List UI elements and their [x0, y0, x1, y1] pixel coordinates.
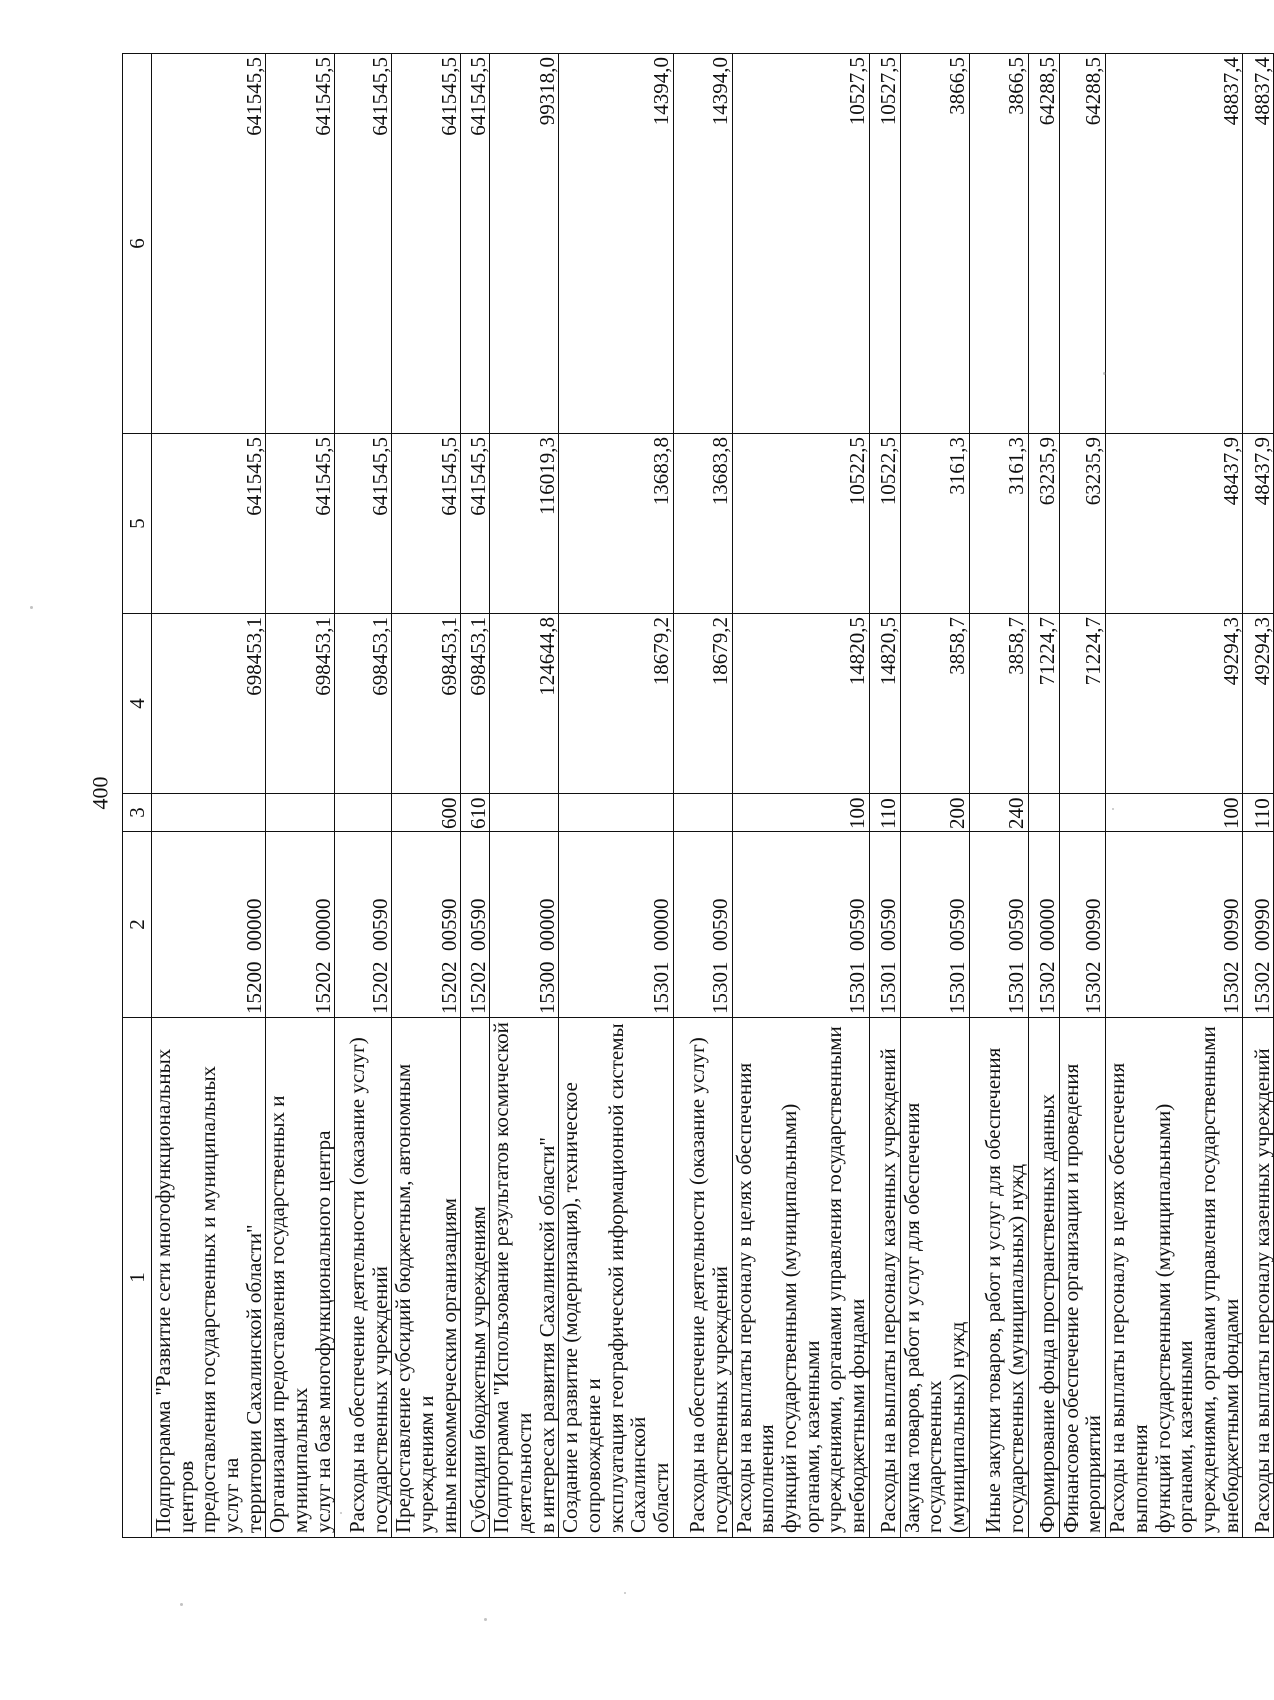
row-value-col4: 14820,5 — [869, 614, 900, 794]
table-row — [490, 54, 559, 1538]
row-expense-type — [1028, 794, 1059, 832]
row-value-col4: 71224,7 — [1028, 614, 1059, 794]
row-value-col4: 698453,1 — [392, 614, 461, 794]
row-expense-type: 110 — [869, 794, 900, 832]
row-code: 15301 00590 — [969, 832, 1028, 1018]
header-column-3: 3 — [123, 794, 152, 832]
row-value-col6: 48837,4 — [1243, 54, 1274, 434]
row-value-col6: 10527,5 — [869, 54, 900, 434]
row-expense-type — [673, 794, 732, 832]
row-expense-type: 240 — [969, 794, 1028, 832]
header-row — [123, 54, 152, 1538]
row-expense-type: 610 — [461, 794, 490, 832]
row-code: 15301 00590 — [869, 832, 900, 1018]
row-name: Создание и развитие (модернизация), техническое сопровождение и эксплуатация географической информационной системы Сахалинской области — [559, 1018, 673, 1538]
row-value-col6: 64288,5 — [1028, 54, 1059, 434]
row-name: Подпрограмма "Использование результатов космической деятельности в интересах развития Сахалинской области" — [490, 1018, 559, 1538]
row-expense-type: 600 — [392, 794, 461, 832]
row-value-col5: 63235,9 — [1059, 434, 1105, 614]
row-value-col5: 3161,3 — [900, 434, 969, 614]
row-name: Субсидии бюджетным учреждениям — [461, 1018, 490, 1538]
row-value-col6: 48837,4 — [1106, 54, 1243, 434]
scan-speck — [340, 1512, 342, 1514]
header-column-6: 6 — [123, 54, 152, 434]
row-value-col6: 14394,0 — [559, 54, 673, 434]
row-code: 15200 00000 — [152, 832, 266, 1018]
row-name: Предоставление субсидий бюджетным, автономным учреждениям и иным некоммерческим организациям — [392, 1018, 461, 1538]
row-name: Закупка товаров, работ и услуг для обеспечения государственных (муниципальных) нужд — [900, 1018, 969, 1538]
row-value-col6: 3866,5 — [969, 54, 1028, 434]
table-row — [266, 54, 335, 1538]
scan-speck — [180, 1603, 183, 1606]
table-row — [559, 54, 673, 1538]
row-code: 15302 00990 — [1059, 832, 1105, 1018]
row-code: 15301 00590 — [732, 832, 869, 1018]
table-row — [969, 54, 1028, 1538]
row-value-col6: 14394,0 — [673, 54, 732, 434]
row-value-col5: 48437,9 — [1243, 434, 1274, 614]
row-code: 15301 00590 — [900, 832, 969, 1018]
row-value-col6: 10527,5 — [732, 54, 869, 434]
row-value-col6: 641545,5 — [335, 54, 392, 434]
row-code: 15202 00590 — [335, 832, 392, 1018]
row-value-col6: 641545,5 — [392, 54, 461, 434]
row-name: Иные закупки товаров, работ и услуг для обеспечения государственных (муниципальных) нужд — [969, 1018, 1028, 1538]
row-value-col5: 13683,8 — [559, 434, 673, 614]
header-column-4: 4 — [123, 614, 152, 794]
table-row — [1028, 54, 1059, 1538]
row-value-col5: 10522,5 — [869, 434, 900, 614]
row-value-col5: 641545,5 — [461, 434, 490, 614]
row-value-col5: 116019,3 — [490, 434, 559, 614]
row-value-col4: 3858,7 — [969, 614, 1028, 794]
scan-speck — [1103, 372, 1106, 375]
scan-speck — [1112, 808, 1114, 810]
budget-table-body — [152, 54, 1274, 1538]
header-column-1: 1 — [123, 1018, 152, 1538]
row-value-col6: 64288,5 — [1059, 54, 1105, 434]
row-name: Подпрограмма "Развитие сети многофункциональных центров предоставления государственных и муниципальных услуг на территории Сахалинской области" — [152, 1018, 266, 1538]
table-row — [673, 54, 732, 1538]
scan-speck — [484, 1618, 487, 1621]
row-name: Расходы на выплаты персоналу казенных учреждений — [869, 1018, 900, 1538]
row-value-col4: 124644,8 — [490, 614, 559, 794]
table-row — [1243, 54, 1274, 1538]
row-expense-type: 100 — [1106, 794, 1243, 832]
table-row — [335, 54, 392, 1538]
table-row — [1059, 54, 1105, 1538]
row-expense-type — [335, 794, 392, 832]
row-code: 15202 00000 — [266, 832, 335, 1018]
row-expense-type — [1059, 794, 1105, 832]
row-expense-type — [559, 794, 673, 832]
header-column-5: 5 — [123, 434, 152, 614]
row-value-col6: 99318,0 — [490, 54, 559, 434]
row-expense-type — [266, 794, 335, 832]
row-name: Расходы на обеспечение деятельности (оказание услуг) государственных учреждений — [673, 1018, 732, 1538]
row-code: 15301 00590 — [673, 832, 732, 1018]
row-expense-type: 110 — [1243, 794, 1274, 832]
row-expense-type — [152, 794, 266, 832]
row-name: Расходы на выплаты персоналу в целях обеспечения выполнения функций государственными (муниципальными) органами, казенными учреждениями, органами управления государственными внебюджетными фондами — [1106, 1018, 1243, 1538]
page-number: 400 — [87, 776, 113, 810]
row-value-col4: 49294,3 — [1106, 614, 1243, 794]
row-value-col4: 698453,1 — [266, 614, 335, 794]
row-value-col5: 641545,5 — [335, 434, 392, 614]
row-value-col4: 18679,2 — [559, 614, 673, 794]
row-code: 15300 00000 — [490, 832, 559, 1018]
row-code: 15202 00590 — [461, 832, 490, 1018]
row-value-col4: 71224,7 — [1059, 614, 1105, 794]
table-row — [900, 54, 969, 1538]
table-row — [392, 54, 461, 1538]
row-name: Организация предоставления государственных и муниципальных услуг на базе многофункционального центра — [266, 1018, 335, 1538]
row-value-col4: 698453,1 — [335, 614, 392, 794]
row-value-col4: 698453,1 — [461, 614, 490, 794]
row-value-col4: 18679,2 — [673, 614, 732, 794]
row-expense-type — [490, 794, 559, 832]
row-value-col6: 3866,5 — [900, 54, 969, 434]
row-value-col5: 48437,9 — [1106, 434, 1243, 614]
row-code: 15202 00590 — [392, 832, 461, 1018]
row-expense-type: 200 — [900, 794, 969, 832]
row-name: Расходы на выплаты персоналу в целях обеспечения выполнения функций государственными (муниципальными) органами, казенными учреждениями, органами управления государственными внебюджетными фондами — [732, 1018, 869, 1538]
scan-speck — [30, 606, 33, 609]
row-name: Финансовое обеспечение организации и проведения мероприятий — [1059, 1018, 1105, 1538]
row-value-col5: 641545,5 — [266, 434, 335, 614]
row-code: 15301 00000 — [559, 832, 673, 1018]
row-value-col5: 13683,8 — [673, 434, 732, 614]
row-value-col6: 641545,5 — [461, 54, 490, 434]
table-row — [152, 54, 266, 1538]
budget-table-header — [123, 54, 152, 1538]
header-column-2: 2 — [123, 832, 152, 1018]
row-code: 15302 00990 — [1106, 832, 1243, 1018]
row-value-col6: 641545,5 — [266, 54, 335, 434]
row-value-col5: 10522,5 — [732, 434, 869, 614]
table-row — [1106, 54, 1243, 1538]
table-row — [461, 54, 490, 1538]
row-value-col5: 641545,5 — [152, 434, 266, 614]
row-value-col4: 3858,7 — [900, 614, 969, 794]
row-value-col4: 698453,1 — [152, 614, 266, 794]
row-code: 15302 00990 — [1243, 832, 1274, 1018]
row-value-col5: 3161,3 — [969, 434, 1028, 614]
budget-table-rotated-layer — [122, 54, 1274, 1538]
row-name: Формирование фонда пространственных данных — [1028, 1018, 1059, 1538]
scan-speck — [624, 1592, 626, 1594]
row-code: 15302 00000 — [1028, 832, 1059, 1018]
row-value-col5: 63235,9 — [1028, 434, 1059, 614]
row-value-col4: 49294,3 — [1243, 614, 1274, 794]
table-row — [869, 54, 900, 1538]
row-expense-type: 100 — [732, 794, 869, 832]
row-name: Расходы на выплаты персоналу казенных учреждений — [1243, 1018, 1274, 1538]
row-name: Расходы на обеспечение деятельности (оказание услуг) государственных учреждений — [335, 1018, 392, 1538]
scan-speck — [1116, 1115, 1119, 1118]
table-row — [732, 54, 869, 1538]
row-value-col5: 641545,5 — [392, 434, 461, 614]
budget-table — [122, 53, 1274, 1538]
row-value-col4: 14820,5 — [732, 614, 869, 794]
row-value-col6: 641545,5 — [152, 54, 266, 434]
